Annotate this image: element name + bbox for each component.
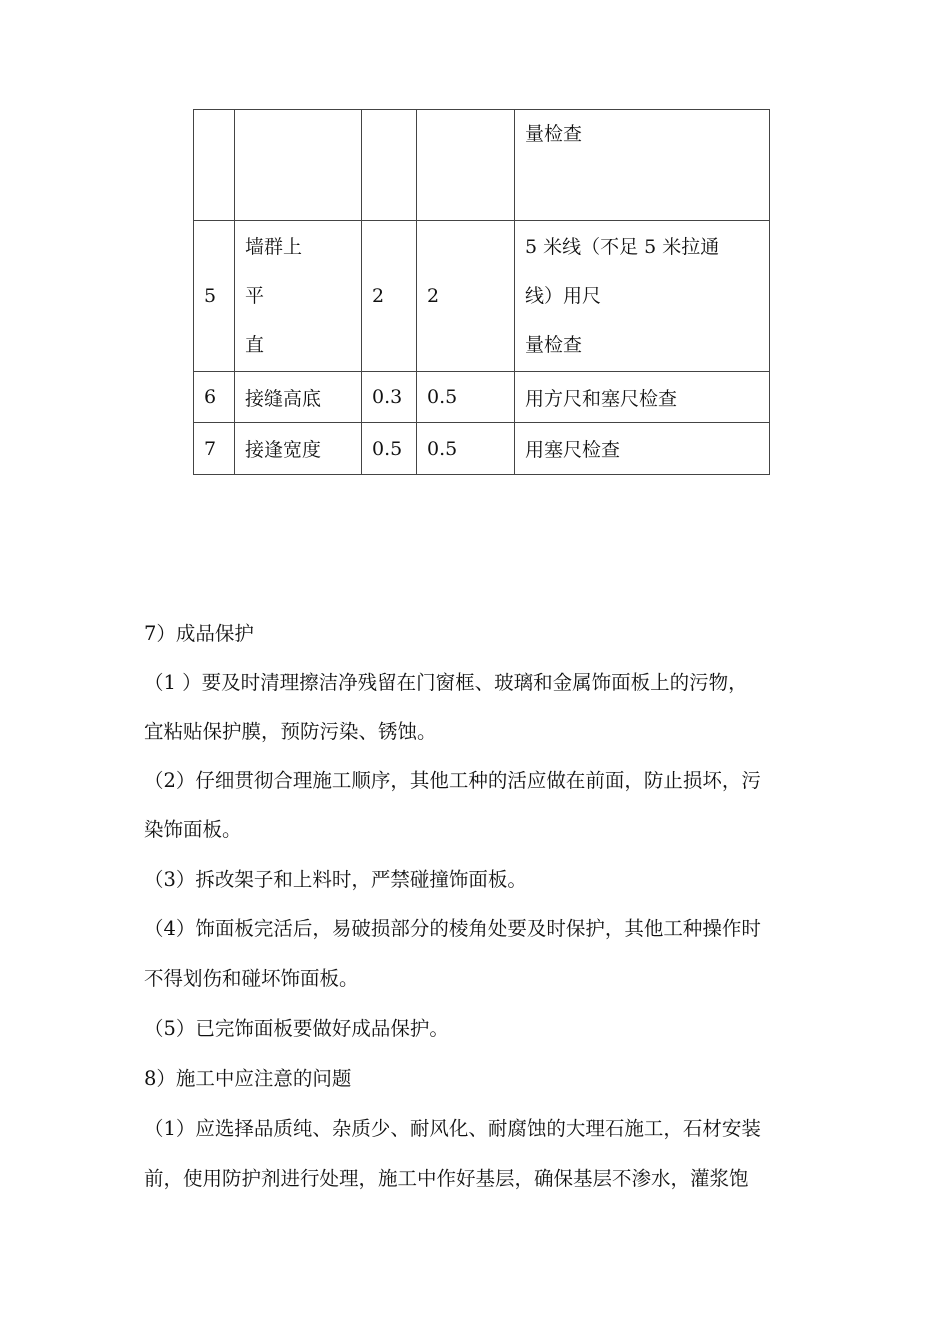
tolerance-value-2: 0.5 [417, 423, 515, 475]
check-item-line: 墙群上 [245, 235, 303, 258]
check-method [515, 221, 770, 372]
row-number: 7 [194, 423, 235, 475]
check-method: 用塞尺检查 [515, 423, 770, 475]
row-number: 5 [194, 221, 235, 372]
table-row [194, 221, 770, 372]
paragraph-line: 前，使用防护剂进行处理，施工中作好基层，确保基层不渗水，灌浆饱 [144, 1167, 749, 1190]
table-row [194, 110, 770, 221]
paragraph-line: 宜粘贴保护膜，预防污染、锈蚀。 [144, 720, 437, 743]
paragraph-line: （1）应选择品质纯、杂质少、耐风化、耐腐蚀的大理石施工，石材安装 [144, 1117, 761, 1140]
paragraph-line: （3）拆改架子和上料时，严禁碰撞饰面板。 [144, 868, 527, 891]
row-number: 6 [194, 372, 235, 423]
paragraph-line: （2）仔细贯彻合理施工顺序，其他工种的活应做在前面，防止损坏，污 [144, 769, 761, 792]
paragraph-line: （1 ）要及时清理擦洁净残留在门窗框、玻璃和金属饰面板上的污物， [144, 671, 748, 694]
tolerance-value-1: 2 [362, 221, 417, 372]
tolerance-value-1: 0.5 [362, 423, 417, 475]
table-row [194, 423, 770, 475]
check-method-line: 量检查 [525, 333, 583, 356]
section-heading: 7）成品保护 [144, 622, 254, 645]
check-item-line: 平 [245, 284, 265, 307]
tolerance-value-2 [417, 110, 515, 221]
check-method-line: 线）用尺 [525, 284, 602, 307]
check-method [515, 110, 770, 221]
check-item: 接逢宽度 [235, 423, 362, 475]
paragraph-line: 不得划伤和碰坏饰面板。 [144, 967, 359, 990]
check-item: 接缝高底 [235, 372, 362, 423]
paragraph-line: （5）已完饰面板要做好成品保护。 [144, 1017, 449, 1040]
row-number [194, 110, 235, 221]
tolerance-value-2: 0.5 [417, 372, 515, 423]
check-item-line: 直 [245, 333, 265, 356]
tolerance-value-1 [362, 110, 417, 221]
check-method-line: 量检查 [525, 123, 583, 145]
inspection-table [193, 109, 770, 475]
check-item [235, 110, 362, 221]
section-heading: 8）施工中应注意的问题 [144, 1067, 352, 1090]
tolerance-value-2: 2 [417, 221, 515, 372]
table-row [194, 372, 770, 423]
paragraph-line: （4）饰面板完活后，易破损部分的棱角处要及时保护，其他工种操作时 [144, 917, 761, 940]
check-method-line: 5 米线（不足 5 米拉通 [525, 235, 720, 258]
check-method: 用方尺和塞尺检查 [515, 372, 770, 423]
check-item [235, 221, 362, 372]
paragraph-line: 染饰面板。 [144, 818, 242, 841]
tolerance-value-1: 0.3 [362, 372, 417, 423]
